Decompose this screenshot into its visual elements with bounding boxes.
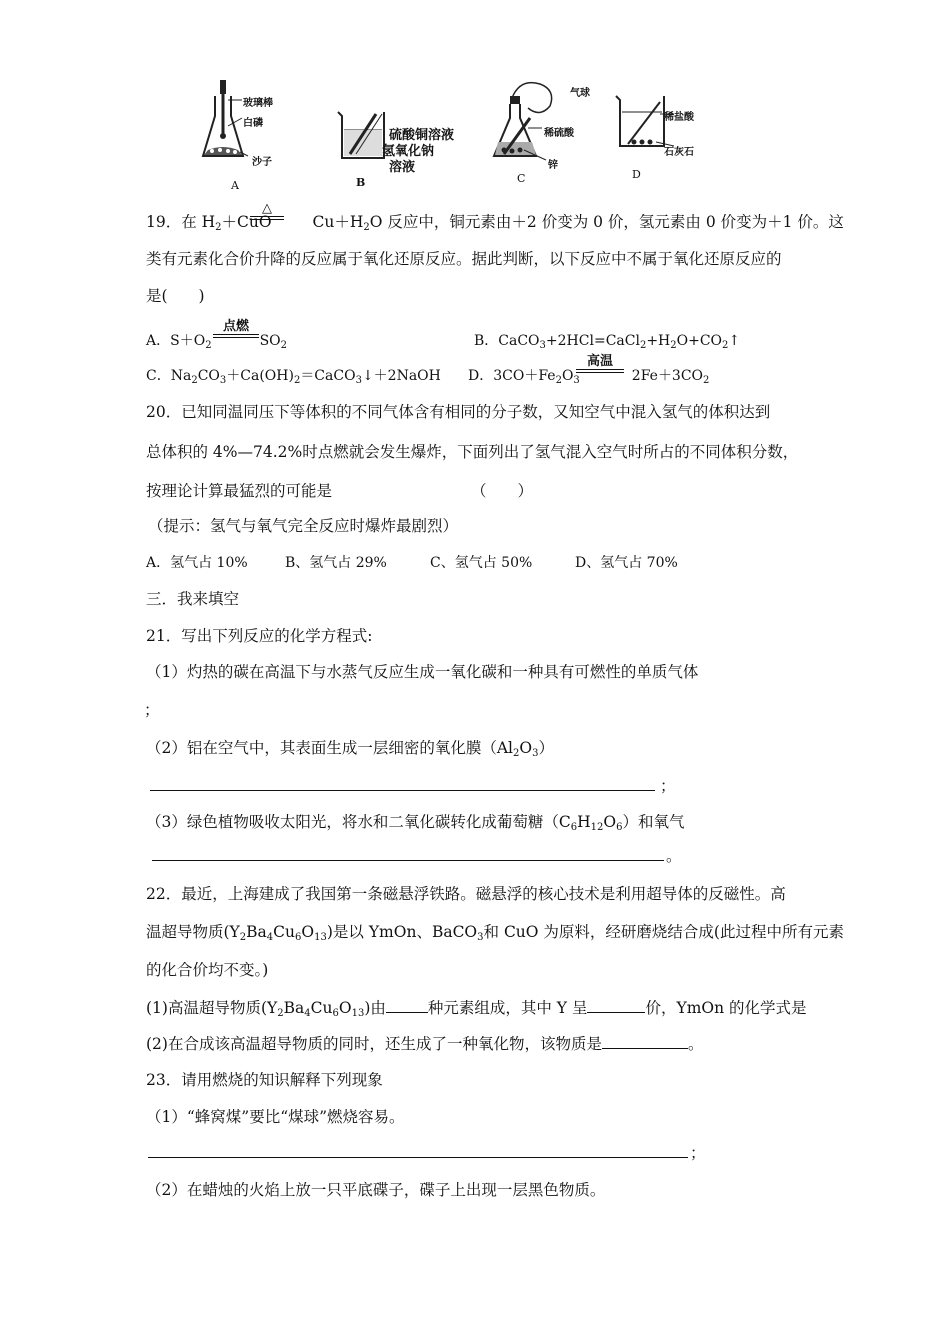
q19-line3: 是( ) [146,287,205,305]
q19-option-b: B．$CaCO_3+2HCl=CaCl_2+H_2O+CO_2↑$ [474,333,741,351]
q19-line1: 19．在 $H_2+CuO$ $Cu+H_2O$ 反应中，铜元素由＋2 价变为 0 价，氢元素由 0 价变为＋1 价。这 [146,213,844,233]
q23-part2: （2）在蜡烛的火焰上放一只平底碟子，碟子上出现一层黑色物质。 [146,1181,606,1199]
q20-option-a: A．氢气占 10% [146,555,248,571]
q21-part2: （2）铝在空气中，其表面生成一层细密的氧化膜$(Al_2O_3)$ [146,739,554,759]
figure-b-label-copper-sulfate: 硫酸铜溶液 [389,128,455,143]
q19-option-d: D．$3CO+Fe_2O_3$ $2Fe+3CO_2$ [468,368,710,386]
q21-part2-answer-line[interactable] [150,790,655,791]
q22-y-valence-blank[interactable] [587,998,645,1013]
figure-b-caption: B [356,176,366,189]
figure-d-label-limestone: 石灰石 [664,147,694,158]
q19-heat-condition: △ [250,202,284,220]
q19-ignite-condition: 点燃 [213,320,259,338]
q22-line1: 22．最近，上海建成了我国第一条磁悬浮铁路。磁悬浮的核心技术是利用超导体的反磁性。高 [146,885,786,903]
q20-hint: （提示：氢气与氧气完全反应时爆炸最剧烈） [148,517,459,535]
q21-part3: （3）绿色植物吸收太阳光，将水和二氧化碳转化成葡萄糖$(C_6H_{12}O_6)$和氧气 [146,813,685,833]
q22-part1: (1)高温超导物质$(Y_2Ba_4Cu_6O_{13})$由 种元素组成，其中 Y 呈 价，YmOn 的化学式是 [146,999,807,1019]
figure-c-label-zinc: 锌 [548,160,558,171]
figure-c-caption: C [517,172,526,185]
q20-option-c: C、氢气占 50% [430,555,533,571]
figure-d-label-hcl: 稀盐酸 [664,112,694,123]
q19-option-c: C．$Na_2CO_3+Ca(OH)_2=CaCO_3↓+2NaOH$ [146,368,441,386]
q19-high-temp-condition: 高温 [576,355,624,373]
q20-line2: 总体积的 4%—74.2%时点燃就会发生爆炸，下面列出了氢气混入空气时所占的不同体积分数， [146,443,799,461]
q22-element-count-blank[interactable] [386,998,428,1013]
figure-a-label-sand: 沙子 [252,157,272,168]
figure-b-label-naoh: 氢氧化钠 [382,144,435,159]
q20-option-b: B、氢气占 29% [285,555,387,571]
q21-part3-answer-line[interactable] [152,860,664,861]
q23-title: 23．请用燃烧的知识解释下列现象 [146,1071,383,1089]
q21-part3-end: 。 [666,847,682,865]
q21-part2-end: ； [660,777,676,795]
q21-part1: （1）灼热的碳在高温下与水蒸气反应生成一氧化碳和一种具有可燃性的单质气体 [146,663,699,681]
section-3-heading: 三．我来填空 [146,590,240,608]
q22-line2: 温超导物质$(Y_2Ba_4Cu_6O_{13})$是以 YmOn、BaCO$_3$和 CuO 为原料，经研磨烧结合成(此过程中所有元素 [146,923,844,943]
figure-d-caption: D [632,168,641,181]
q23-part1-answer-line[interactable] [148,1157,688,1158]
q19-option-a: A．$S+O_2$ $SO_2$ [146,333,288,351]
figure-a-label-phosphorus: 白磷 [243,118,263,129]
q23-part1: （1）“蜂窝煤”要比“煤球”燃烧容易。 [146,1108,405,1126]
q20-answer-paren: （ ） [471,482,534,500]
figure-a-label-rod: 玻璃棒 [243,98,273,109]
q21-title: 21．写出下列反应的化学方程式: [146,627,373,645]
q20-line1: 20．已知同温同压下等体积的不同气体含有相同的分子数，又知空气中混入氢气的体积达到 [146,403,771,421]
q22-part2: (2)在合成该高温超导物质的同时，还生成了一种氧化物，该物质是 。 [146,1035,704,1053]
figure-c-label-sulfuric-acid: 稀硫酸 [544,128,574,139]
q22-oxide-blank[interactable] [602,1034,688,1049]
figure-a-caption: A [231,179,239,192]
figure-b-label-solution: 溶液 [389,160,416,175]
q20-line3: 按理论计算最猛烈的可能是 [146,482,333,500]
q23-part1-end: ； [690,1144,706,1162]
q20-option-d: D、氢气占 70% [575,555,678,571]
figure-c-label-balloon: 气球 [570,88,590,99]
q22-line3: 的化合价均不变。) [146,961,269,979]
q21-part1-end: ； [144,701,160,719]
q19-line2: 类有元素化合价升降的反应属于氧化还原反应。据此判断，以下反应中不属于氧化还原反应的 [146,250,782,268]
